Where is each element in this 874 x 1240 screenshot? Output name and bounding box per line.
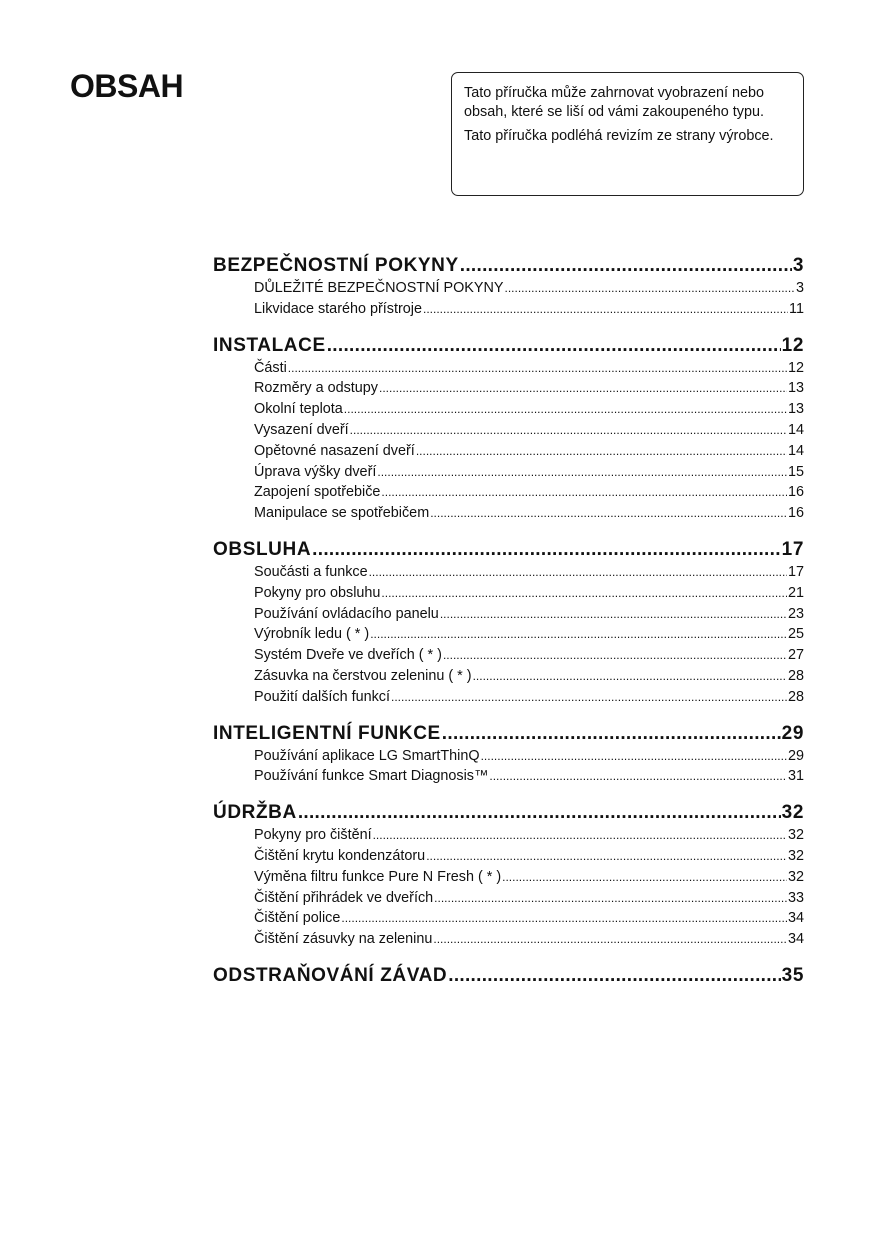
toc-item-title: Součásti a funkce xyxy=(254,563,368,580)
toc-section-page: 35 xyxy=(781,964,804,986)
toc-section-title: ODSTRAŇOVÁNÍ ZÁVAD xyxy=(213,964,448,986)
leader-dots xyxy=(288,358,787,379)
toc-item-title: Zapojení spotřebiče xyxy=(254,484,381,501)
toc-item-title: Okolní teplota xyxy=(254,401,343,418)
toc-item[interactable] xyxy=(213,583,804,604)
toc-section-title: INSTALACE xyxy=(213,334,326,356)
toc-item[interactable] xyxy=(213,624,804,645)
toc-section-title: ÚDRŽBA xyxy=(213,802,297,824)
toc-item-page: 32 xyxy=(787,827,804,844)
toc-item-title: Opětovné nasazení dveří xyxy=(254,442,415,459)
toc-item[interactable] xyxy=(213,278,804,299)
toc-item[interactable] xyxy=(213,299,804,320)
toc-item-page: 27 xyxy=(787,647,804,664)
leader-dots xyxy=(423,299,788,320)
toc-section-entry[interactable] xyxy=(213,964,804,988)
toc-item[interactable] xyxy=(213,503,804,524)
toc-item[interactable] xyxy=(213,825,804,846)
toc-item-page: 34 xyxy=(787,910,804,927)
toc-item[interactable] xyxy=(213,482,804,503)
toc-item[interactable] xyxy=(213,746,804,767)
leader-dots xyxy=(481,746,787,767)
toc-item-title: Manipulace se spotřebičem xyxy=(254,505,430,522)
toc-item-title: Úprava výšky dveří xyxy=(254,463,377,480)
notice-box xyxy=(451,72,804,196)
toc-item-title: Čištění zásuvky na zeleninu xyxy=(254,931,433,948)
leader-dots xyxy=(344,399,787,420)
toc-item-page: 11 xyxy=(789,300,804,317)
toc-item-page: 33 xyxy=(787,889,804,906)
toc-item-page: 16 xyxy=(787,505,804,522)
toc-item[interactable] xyxy=(213,888,804,909)
leader-dots xyxy=(460,254,792,278)
toc-item-title: Pokyny pro čištění xyxy=(254,827,372,844)
toc-item-page: 13 xyxy=(787,380,804,397)
toc-item[interactable] xyxy=(213,358,804,379)
leader-dots xyxy=(434,888,787,909)
toc-item-title: Pokyny pro obsluhu xyxy=(254,584,381,601)
toc-item-page: 16 xyxy=(787,484,804,501)
toc-section-title: BEZPEČNOSTNÍ POKYNY xyxy=(213,255,459,276)
toc-section-entry[interactable] xyxy=(213,538,804,562)
toc-item-page: 34 xyxy=(787,931,804,948)
toc-item-title: Rozměry a odstupy xyxy=(254,380,378,397)
leader-dots xyxy=(350,420,787,441)
notice-paragraph-1: Tato příručka může zahrnovat vyobrazení nebo obsah, které se liší od vámi zakoupeného typu. xyxy=(464,85,764,120)
toc-item-title: Vysazení dveří xyxy=(254,421,349,438)
toc-section xyxy=(213,722,804,788)
leader-dots xyxy=(473,666,787,687)
toc-item-page: 12 xyxy=(787,359,804,376)
toc-item-page: 28 xyxy=(787,688,804,705)
toc-item-title: Výměna filtru funkce Pure N Fresh ( * ) xyxy=(254,868,502,885)
toc-item-title: Výrobník ledu ( * ) xyxy=(254,626,370,643)
toc-item[interactable] xyxy=(213,908,804,929)
leader-dots xyxy=(312,538,781,562)
leader-dots xyxy=(379,378,787,399)
toc-item-page: 21 xyxy=(787,584,804,601)
toc-item[interactable] xyxy=(213,462,804,483)
toc-item-title: Používání aplikace LG SmartThinQ xyxy=(254,747,480,764)
toc-item-page: 32 xyxy=(787,868,804,885)
toc-section-page: 29 xyxy=(781,722,804,744)
toc-item[interactable] xyxy=(213,562,804,583)
leader-dots xyxy=(430,503,787,524)
toc-item-title: Používání funkce Smart Diagnosis™ xyxy=(254,768,489,785)
leader-dots xyxy=(448,964,780,988)
toc-item[interactable] xyxy=(213,687,804,708)
leader-dots xyxy=(381,583,787,604)
toc-item-page: 15 xyxy=(787,463,804,480)
leader-dots xyxy=(369,562,787,583)
toc-section xyxy=(213,964,804,988)
toc-item[interactable] xyxy=(213,604,804,625)
toc-section-page: 32 xyxy=(781,802,804,824)
leader-dots xyxy=(440,604,787,625)
toc-item-page: 13 xyxy=(787,401,804,418)
leader-dots xyxy=(442,722,781,746)
leader-dots xyxy=(327,334,781,358)
leader-dots xyxy=(502,867,787,888)
leader-dots xyxy=(391,687,787,708)
toc-section-page: 3 xyxy=(792,255,804,276)
toc-item-title: Používání ovládacího panelu xyxy=(254,605,439,622)
toc-section-title: OBSLUHA xyxy=(213,538,312,560)
toc-section-entry[interactable] xyxy=(213,801,804,825)
toc-item-page: 32 xyxy=(787,847,804,864)
toc-item-page: 29 xyxy=(787,747,804,764)
leader-dots xyxy=(377,462,787,483)
notice-paragraph-2: Tato příručka podléhá revizím ze strany výrobce. xyxy=(464,128,774,144)
toc-section xyxy=(213,334,804,524)
toc-item[interactable] xyxy=(213,399,804,420)
toc-section-page: 17 xyxy=(781,538,804,560)
toc-section-page: 12 xyxy=(781,334,804,356)
toc-item[interactable] xyxy=(213,645,804,666)
toc-item-title: Části xyxy=(254,359,287,376)
leader-dots xyxy=(381,482,787,503)
toc-item-page: 23 xyxy=(787,605,804,622)
toc-item-title: Likvidace starého přístroje xyxy=(254,300,422,317)
page-title: OBSAH xyxy=(70,68,184,104)
toc-section xyxy=(213,801,804,950)
leader-dots xyxy=(433,929,787,950)
toc-item-title: Použití dalších funkcí xyxy=(254,688,390,705)
toc-item-title: Čištění police xyxy=(254,910,341,927)
toc-item-title: Systém Dveře ve dveřích ( * ) xyxy=(254,647,442,664)
toc-item-page: 14 xyxy=(787,442,804,459)
leader-dots xyxy=(489,766,787,787)
toc-item[interactable] xyxy=(213,420,804,441)
toc-section xyxy=(213,254,804,320)
toc-item-title: Čištění přihrádek ve dveřích xyxy=(254,889,434,906)
toc-item-title: Čištění krytu kondenzátoru xyxy=(254,847,426,864)
toc-section-entry[interactable] xyxy=(213,334,804,358)
leader-dots xyxy=(373,825,787,846)
leader-dots xyxy=(426,846,787,867)
toc-item[interactable] xyxy=(213,378,804,399)
toc-item[interactable] xyxy=(213,441,804,462)
toc-item[interactable] xyxy=(213,929,804,950)
toc-item-page: 28 xyxy=(787,667,804,684)
toc-item-page: 25 xyxy=(787,626,804,643)
toc-section xyxy=(213,538,804,708)
leader-dots xyxy=(341,908,787,929)
toc-item-title: DŮLEŽITÉ BEZPEČNOSTNÍ POKYNY xyxy=(254,280,504,296)
toc-item-title: Zásuvka na čerstvou zeleninu ( * ) xyxy=(254,667,472,684)
toc-item[interactable] xyxy=(213,846,804,867)
leader-dots xyxy=(416,441,787,462)
toc-item[interactable] xyxy=(213,867,804,888)
leader-dots xyxy=(504,278,795,299)
leader-dots xyxy=(298,801,781,825)
toc-item-page: 3 xyxy=(795,280,804,296)
toc-item-page: 17 xyxy=(787,563,804,580)
table-of-contents xyxy=(213,254,804,1002)
leader-dots xyxy=(443,645,787,666)
toc-item[interactable] xyxy=(213,666,804,687)
toc-section-title: INTELIGENTNÍ FUNKCE xyxy=(213,722,441,744)
leader-dots xyxy=(370,624,787,645)
toc-section-entry[interactable] xyxy=(213,722,804,746)
toc-item-page: 31 xyxy=(787,768,804,785)
toc-item[interactable] xyxy=(213,766,804,787)
toc-item-page: 14 xyxy=(787,421,804,438)
toc-section-entry[interactable] xyxy=(213,254,804,278)
